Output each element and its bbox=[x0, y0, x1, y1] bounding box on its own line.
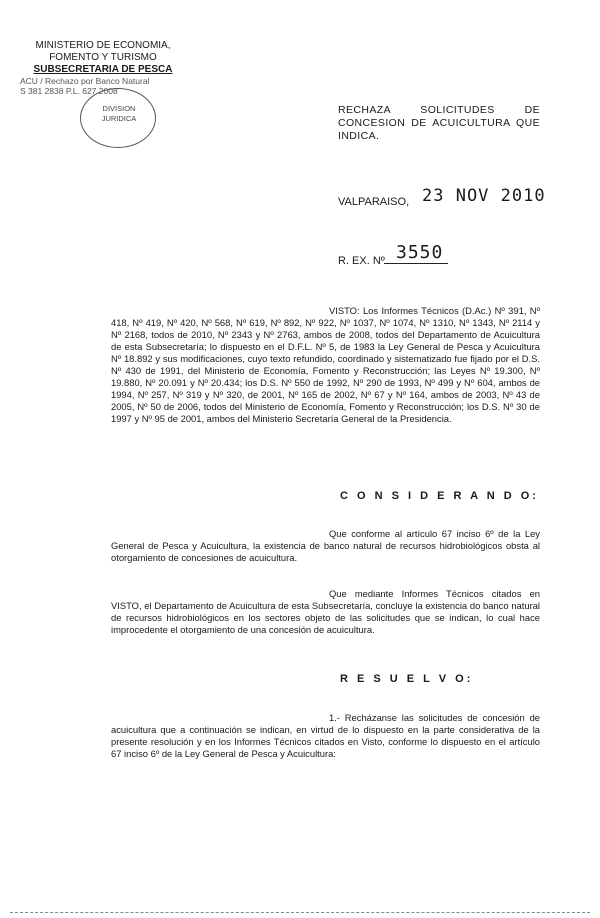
resuelvo-heading: R E S U E L V O: bbox=[340, 673, 474, 685]
subsecretaria-name: SUBSECRETARIA DE PESCA bbox=[33, 64, 173, 75]
resolution-number: 3550 bbox=[396, 242, 444, 263]
considerando-1-text: la Ley General de Pesca y Acuicultura, la existencia de banco natural de recursos hidrobiológicos obsta al otorgamiento de concesiones de acuicultura. bbox=[111, 528, 540, 563]
resolution-prefix: R. EX. Nº bbox=[338, 255, 385, 267]
considerando-heading: C O N S I D E R A N D O: bbox=[340, 490, 539, 502]
visto-text: 391, Nº 418, Nº 419, Nº 420, Nº 568, Nº 619, Nº 892, Nº 922, Nº 1037, Nº 1074, Nº 1310, Nº 1343, Nº 2114 y Nº 2168, todos de 2010, Nº 2343 y Nº 2763, ambos de 2008, todos del Departamento de Acuicultura de esta Subsecretaría; lo dispuesto en el D.F.L. Nº 5, de 1983 la Ley General de Pesca y Acuicultura Nº 18.892 y sus modificaciones, cuyo texto refundido, coordinado y sistematizado fue fijado por el D.S. Nº 430 de 1991, del Ministerio de Economía, Fomento y Reconstrucción; las Leyes Nº 19.300, Nº 19.880, Nº 20.091 y Nº 20.434; los D.S. Nº 550 de 1992, Nº 290 de 1993, Nº 499 y Nº 604, ambos de 1994, Nº 257, Nº 319 y Nº 320, de 2001, Nº 165 de 2002, Nº 67 y Nº 164, ambos de 2003, Nº 43 de 2005, Nº 50 de 2006, todos del Ministerio de Economía, Fomento y Reconstrucción; los D.S. Nº 30 de 1997 y Nº 95 de 2001, ambos del Ministerio Secretaría General de la Presidencia. bbox=[111, 305, 540, 424]
city-label: VALPARAISO, bbox=[338, 196, 410, 208]
considerando-1-lead: Que conforme al artículo 67 inciso 6º de bbox=[329, 528, 509, 539]
visto-paragraph bbox=[111, 305, 540, 425]
date-stamp: 23 NOV 2010 bbox=[422, 186, 546, 206]
visto-lead: VISTO: Los Informes Técnicos (D.Ac.) Nº bbox=[329, 305, 505, 316]
ministry-header bbox=[14, 40, 192, 96]
considerando-2-text: en VISTO, el Departamento de Acuicultura de esta Subsecretaría, concluye la existencia do banco natural de recursos hidrobiológicos en los sectores objeto de las solicitudes que se indican, lo cual hace improcedente el otorgamiento de una concesión de acuicultura. bbox=[111, 588, 540, 635]
considerando-paragraph-1 bbox=[111, 528, 540, 564]
resuelvo-paragraph-1 bbox=[111, 712, 540, 760]
page-bottom-divider bbox=[10, 912, 590, 913]
considerando-2-lead: Que mediante Informes Técnicos citados bbox=[329, 588, 522, 599]
reference-code: S 381 2838 P.L. 627 2008 bbox=[20, 86, 118, 96]
reference-line: ACU / Rechazo por Banco Natural bbox=[20, 76, 150, 86]
considerando-paragraph-2 bbox=[111, 588, 540, 636]
resuelvo-1-text: concesión de acuicultura que a continuación se indican, en virtud de lo dispuesto en la parte considerativa de la presente resolución y en los Informes Técnicos citados en Visto, conforme lo dispuesto en el artículo 67 inciso 6º de la Ley General de Pesca y Acuicultura: bbox=[111, 712, 540, 759]
document-title: RECHAZA SOLICITUDES DE CONCESION DE ACUICULTURA QUE INDICA. bbox=[338, 104, 540, 142]
ministry-name: MINISTERIO DE ECONOMIA, bbox=[35, 40, 171, 51]
resuelvo-1-lead: 1.- Recházanse las solicitudes de bbox=[329, 712, 478, 723]
stamp-text bbox=[94, 104, 144, 124]
resolution-underline bbox=[384, 263, 448, 264]
stamp-line-2: JURIDICA bbox=[101, 114, 137, 123]
stamp-line-1: DIVISION bbox=[102, 104, 136, 113]
ministry-name-2: FOMENTO Y TURISMO bbox=[49, 52, 157, 63]
